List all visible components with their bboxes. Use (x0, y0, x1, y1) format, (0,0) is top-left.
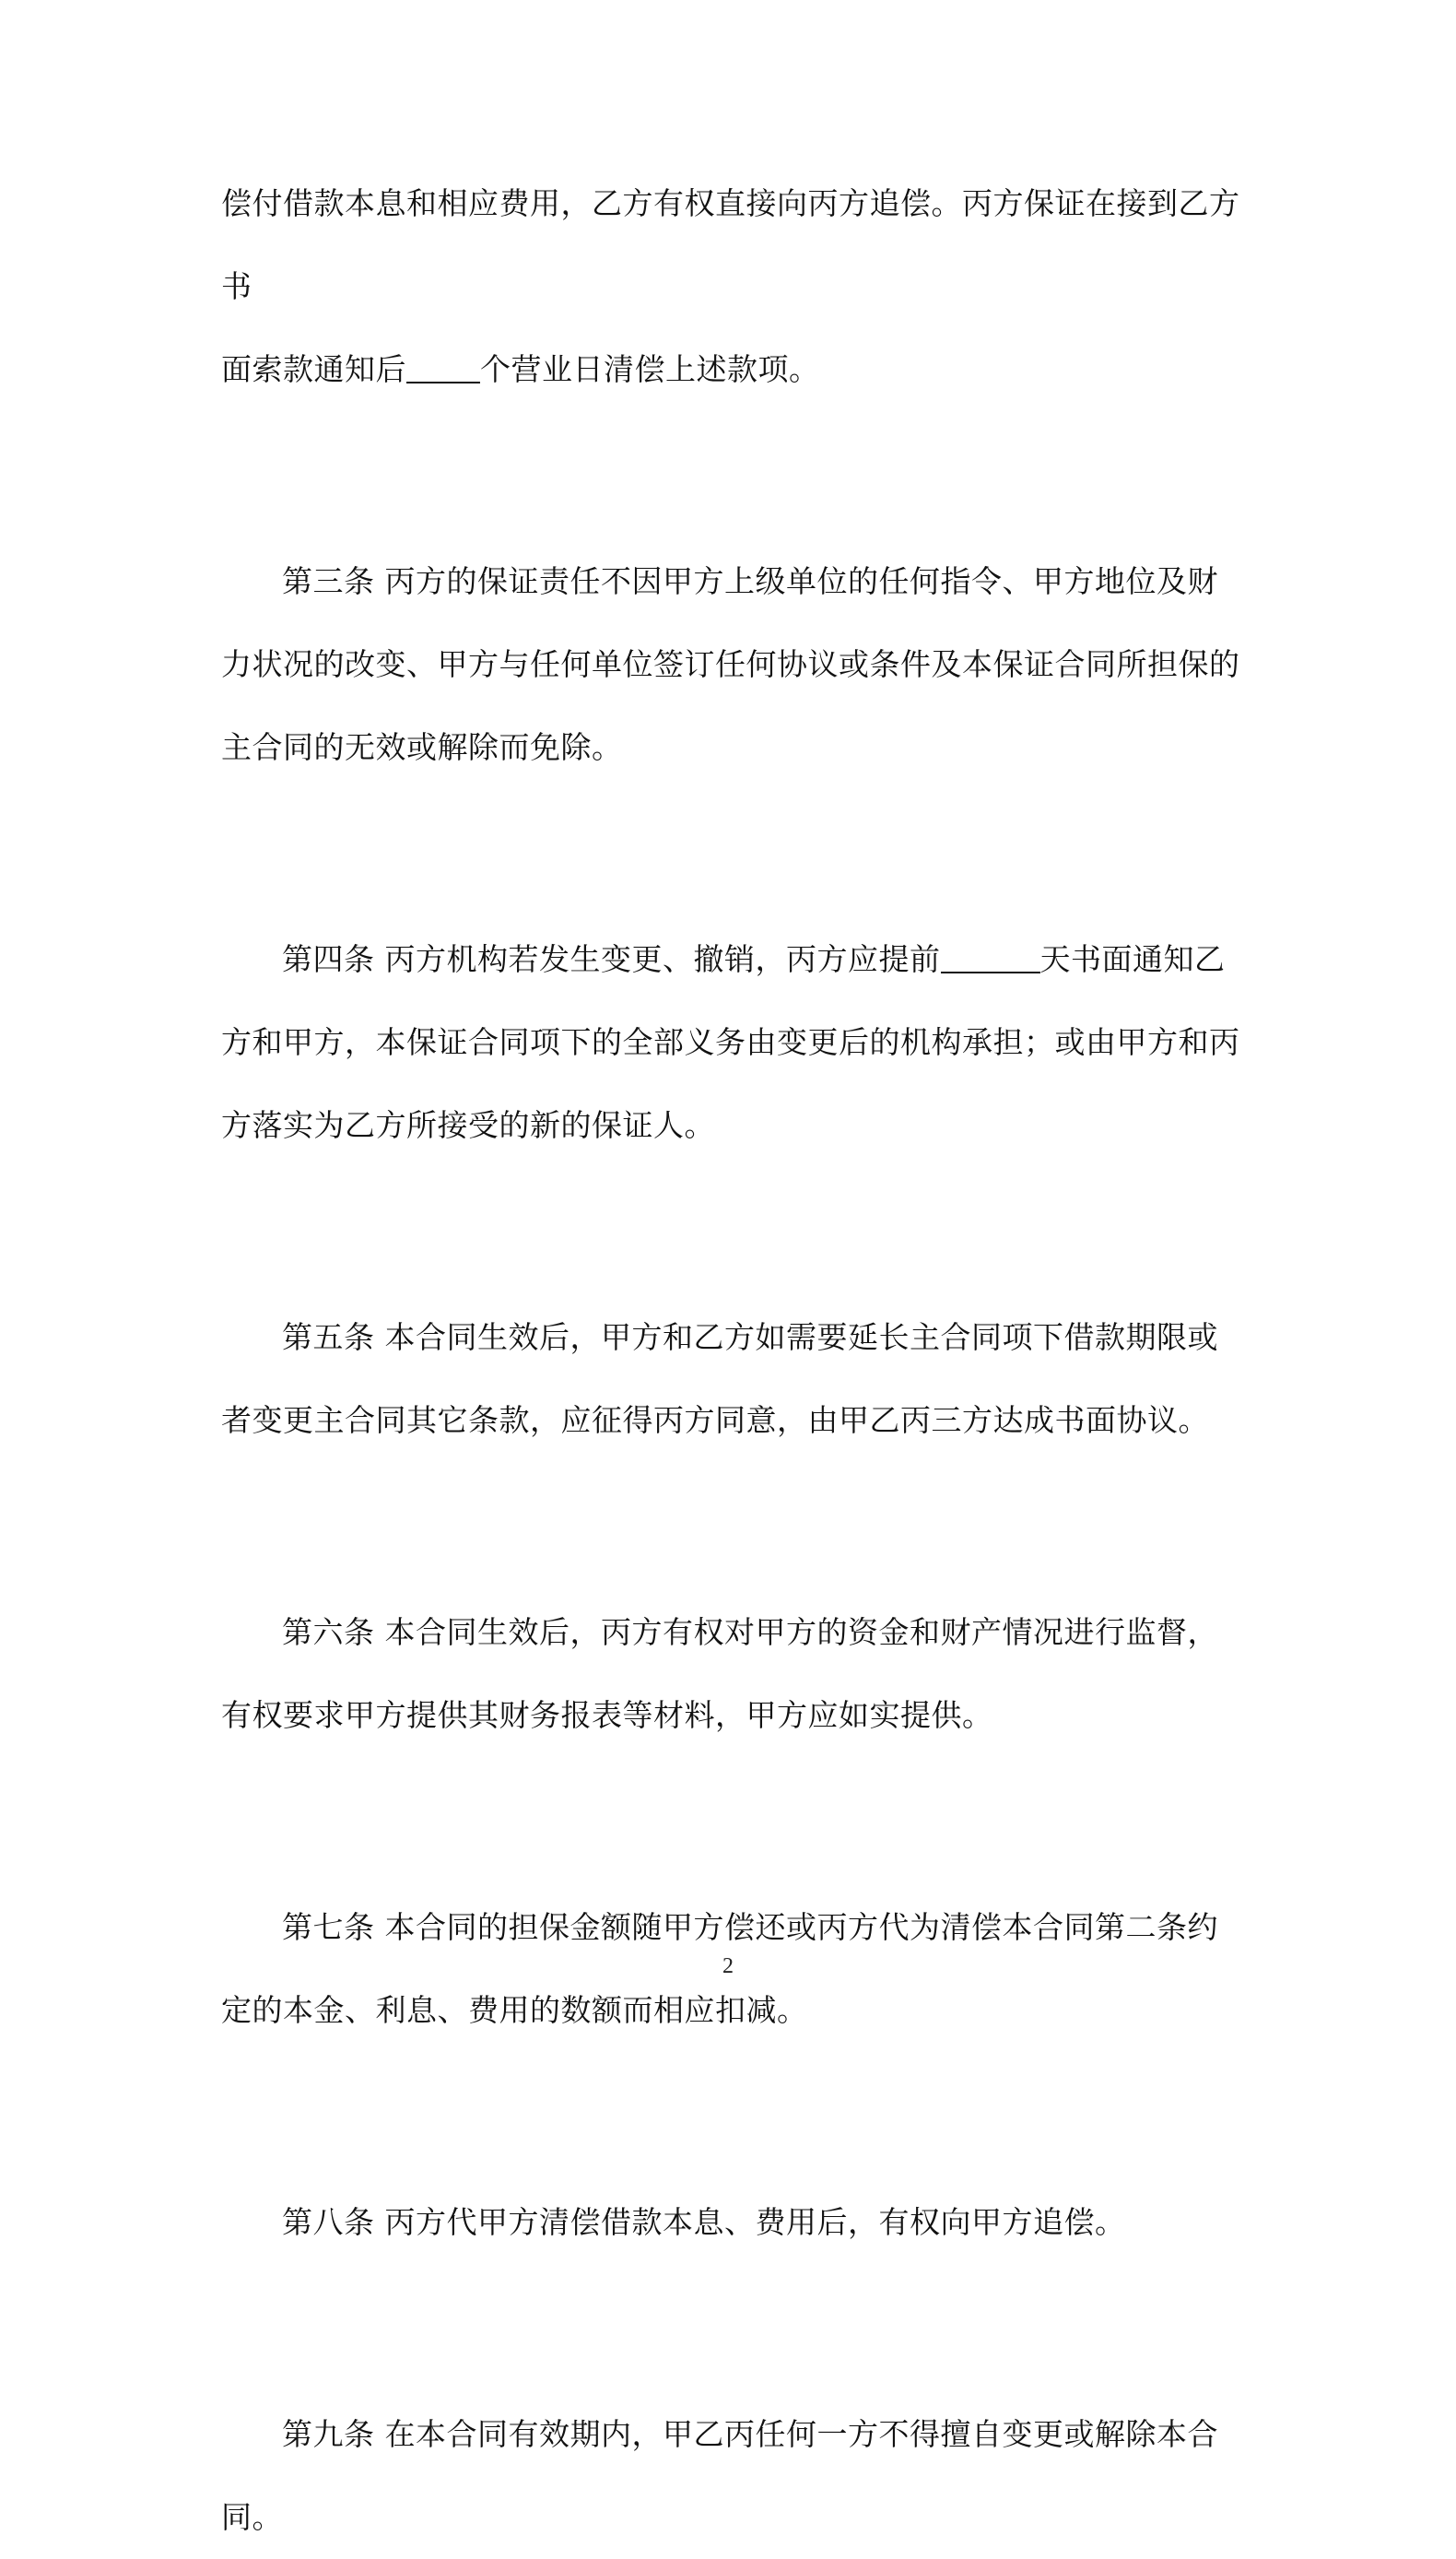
paragraph-spacer (221, 1757, 1244, 1886)
paragraph-continuation-line1: 偿付借款本息和相应费用，乙方有权直接向丙方追偿。丙方保证在接到乙方书 (221, 185, 1240, 304)
paragraph-spacer (221, 2052, 1244, 2181)
article-6: 第六条 本合同生效后，丙方有权对甲方的资金和财产情况进行监督，有权要求甲方提供其财务报表等材料，甲方应如实提供。 (221, 1614, 1218, 1733)
article-4-start: 第四条 丙方机构若发生变更、撤销，丙方应提前 (282, 941, 941, 977)
paragraph-continuation-line2-end: 个营业日清偿上述款项。 (480, 351, 820, 387)
article-3: 第三条 丙方的保证责任不因甲方上级单位的任何指令、甲方地位及财力状况的改变、甲方与任何单位签订任何协议或条件及本保证合同所担保的主合同的无效或解除而免除。 (221, 563, 1240, 765)
paragraph-continuation (221, 162, 1244, 411)
article-7: 第七条 本合同的担保金额随甲方偿还或丙方代为清偿本合同第二条约定的本金、利息、费用的数额而相应扣减。 (221, 1909, 1218, 2028)
blank-business-days (406, 354, 480, 383)
article-5: 第五条 本合同生效后，甲方和乙方如需要延长主合同项下借款期限或者变更主合同其它条款，应征得丙方同意，由甲乙丙三方达成书面协议。 (221, 1319, 1218, 1438)
paragraph-spacer (221, 1167, 1244, 1296)
blank-notice-days (941, 944, 1040, 973)
article-8: 第八条 丙方代甲方清偿借款本息、费用后，有权向甲方追偿。 (282, 2204, 1126, 2240)
paragraph-spacer (221, 2264, 1244, 2393)
article-4-end: 天书面通知乙方和甲方，本保证合同项下的全部义务由变更后的机构承担；或由甲方和丙方落实为乙方所接受的新的保证人。 (221, 941, 1240, 1143)
article-9: 第九条 在本合同有效期内，甲乙丙任何一方不得擅自变更或解除本合同。 (221, 2416, 1218, 2535)
article-4 (221, 918, 1244, 1167)
paragraph-spacer (221, 789, 1244, 918)
page-number: 2 (722, 1954, 734, 1978)
paragraph-continuation-line2-start: 面索款通知后 (221, 351, 406, 387)
paragraph-spacer (221, 1462, 1244, 1591)
document-body (221, 162, 1244, 2559)
paragraph-spacer (221, 411, 1244, 540)
